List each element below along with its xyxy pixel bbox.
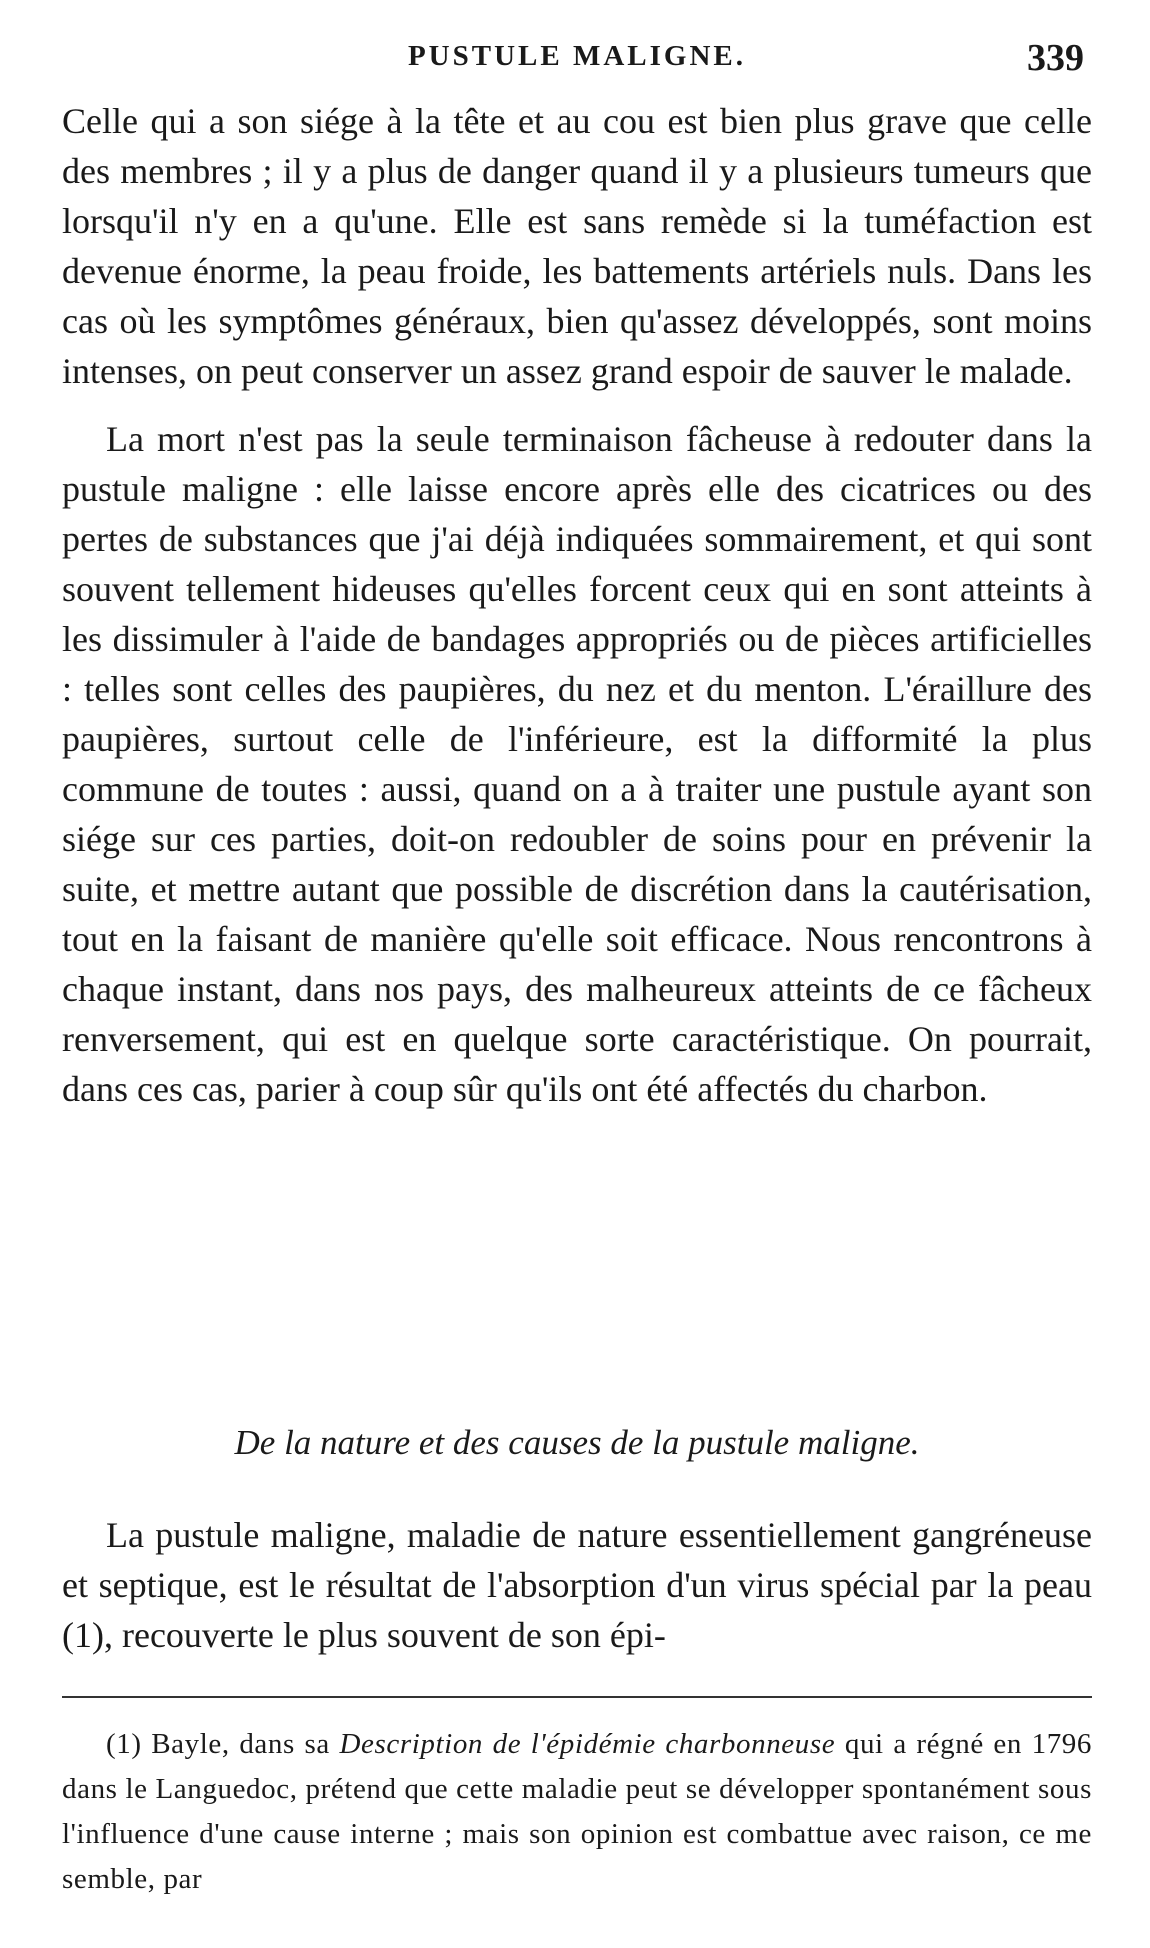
main-text (62, 96, 1092, 1114)
footnote (62, 1722, 1092, 1902)
footnote-marker: (1) Bayle, dans sa (106, 1728, 330, 1760)
section-heading: De la nature et des causes de la pustule maligne. (234, 1423, 920, 1462)
footnote-text: qui a régné en 1796 dans le Languedoc, prétend que cette maladie peut se développer spontanément sous l'influence d'une cause interne ; mais son opinion est combattue avec raison, ce me semble, par (62, 1728, 1093, 1895)
running-title: PUSTULE MALIGNE. (407, 40, 747, 72)
section-paragraph: La pustule maligne, maladie de nature essentiellement gangréneuse et septique, est le résultat de l'absorption d'un virus spécial par la peau (1), recouverte le plus souvent de son épi- (62, 1515, 1092, 1655)
page-header (62, 37, 1092, 90)
footnote-divider (62, 1696, 1092, 1698)
paragraph-2: La mort n'est pas la seule terminaison fâcheuse à redouter dans la pustule maligne : elle laisse encore après elle des cicatrices ou des pertes de substances que j'ai déjà indiquées sommairement, et qui sont souvent tellement hideuses qu'elles forcent ceux qui en sont atteints à les dissimuler à l'aide de bandages appropriés ou de pièces artificielles : telles sont celles des paupières, du nez et du menton. L'éraillure des paupières, surtout celle de l'inférieure, est la difformité la plus commune de toutes : aussi, quand on a à traiter une pustule ayant son siége sur ces parties, doit-on redoubler de soins pour en prévenir la suite, et mettre autant que possible de discrétion dans la cautérisation, tout en la faisant de manière qu'elle soit efficace. Nous rencontrons à chaque instant, dans nos pays, des malheureux atteints de ce fâcheux renversement, qui est en quelque sorte caractéristique. On pourrait, dans ces cas, parier à coup sûr qu'ils ont été affectés du charbon. (62, 419, 1092, 1109)
paragraph-1: Celle qui a son siége à la tête et au cou est bien plus grave que celle des membres ; il y a plus de danger quand il y a plusieurs tumeurs que lorsqu'il n'y en a qu'une. Elle est sans remède si la tuméfaction est devenue énorme, la peau froide, les battements artériels nuls. Dans les cas où les symptômes généraux, bien qu'assez développés, sont moins intenses, on peut conserver un assez grand espoir de sauver le malade. (62, 101, 1092, 391)
footnote-work-title: Description de l'épidémie charbonneuse (339, 1728, 836, 1760)
page-number: 339 (1027, 37, 1084, 79)
